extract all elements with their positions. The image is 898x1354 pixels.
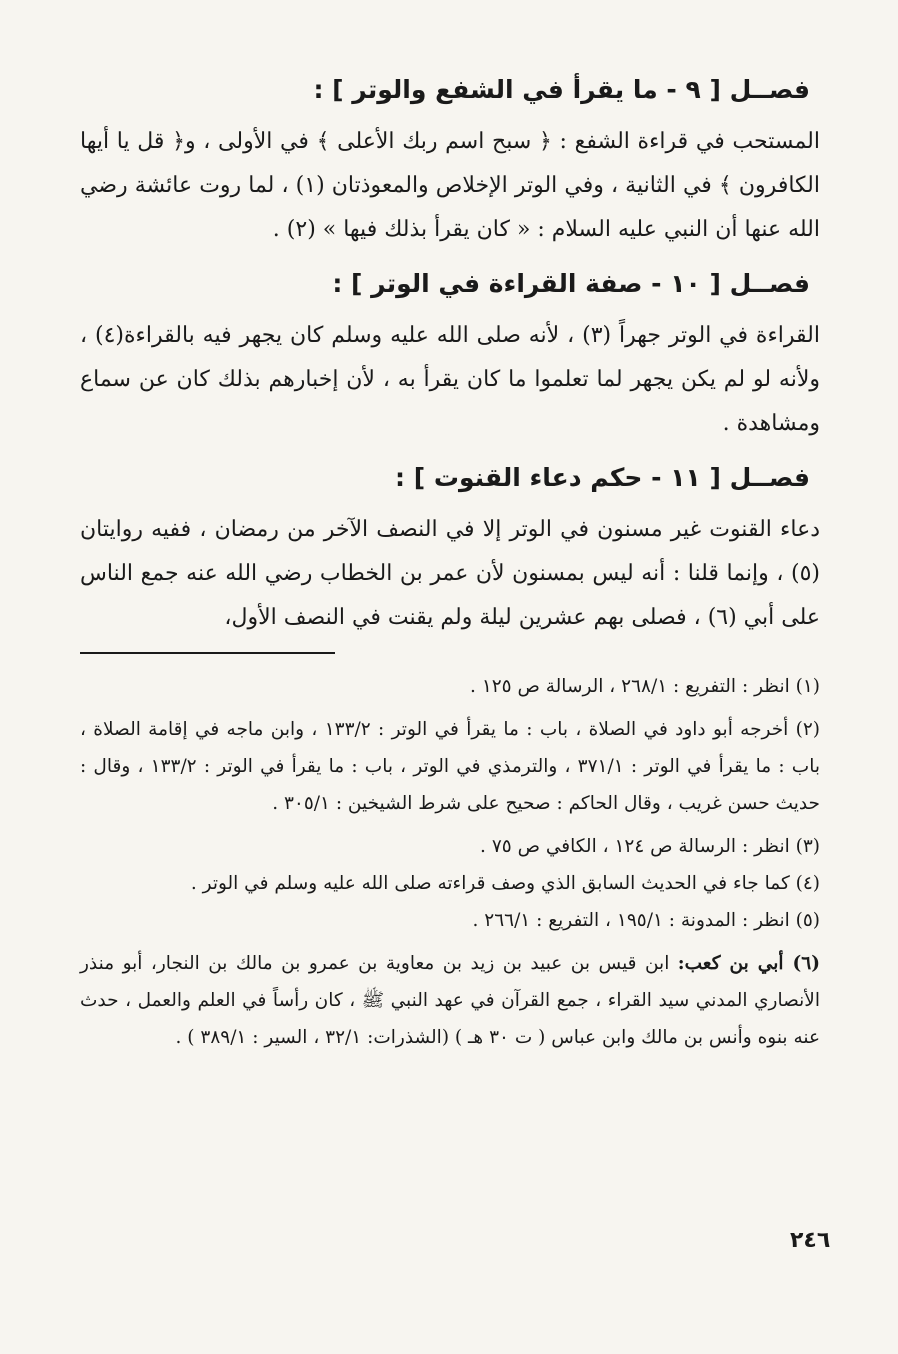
footnote-6 [80, 945, 820, 1056]
section-9 [80, 70, 820, 252]
footnote-divider [80, 652, 335, 654]
section-body: دعاء القنوت غير مسنون في الوتر إلا في النصف الآخر من رمضان ، ففيه روايتان (٥) ، وإنما قلنا : أنه ليس بمسنون لأن عمر بن الخطاب رضي الله عنه جمع الناس على أبي (٦) ، فصلى بهم عشرين ليلة ولم يقنت في النصف الأول، [80, 517, 820, 630]
section-11 [80, 458, 820, 640]
section-heading: فصــل [ ١٠ - صفة القراءة في الوتر ] : [332, 269, 810, 298]
footnotes [80, 668, 820, 1056]
footnote-3: (٣) انظر : الرسالة ص ١٢٤ ، الكافي ص ٧٥ . [480, 836, 820, 857]
section-10 [80, 264, 820, 446]
footnote-6-label: (٦) أبي بن كعب: [677, 953, 820, 974]
section-body: المستحب في قراءة الشفع : ﴿ سبح اسم ربك الأعلى ﴾ في الأولى ، و﴿ قل يا أيها الكافرون ﴾ في الثانية ، وفي الوتر الإخلاص والمعوذتان (١) ، لما روت عائشة رضي الله عنها أن النبي عليه السلام : « كان يقرأ بذلك فيها » (٢) . [80, 129, 821, 242]
section-heading: فصــل [ ١١ - حكم دعاء القنوت ] : [395, 463, 810, 492]
footnote-2: (٢) أخرجه أبو داود في الصلاة ، باب : ما يقرأ في الوتر : ١٣٣/٢ ، وابن ماجه في إقامة الصلاة ، باب : ما يقرأ في الوتر : ٣٧١/١ ، والترمذي في الوتر ، باب : ما يقرأ في الوتر : ١٣٣/٢ ، وقال : حديث حسن غريب ، وقال الحاكم : صحيح على شرط الشيخين : ٣٠٥/١ . [80, 719, 821, 814]
page-number: ٢٤٦ [790, 1228, 831, 1253]
section-heading: فصــل [ ٩ - ما يقرأ في الشفع والوتر ] : [313, 75, 810, 104]
section-body: القراءة في الوتر جهراً (٣) ، لأنه صلى الله عليه وسلم كان يجهر فيه بالقراءة(٤) ، ولأنه لو لم يكن يجهر لما تعلموا ما كان يقرأ به ، لأن إخبارهم بذلك كان عن سماع ومشاهدة . [80, 323, 820, 436]
footnote-6-text: ابن قيس بن عبيد بن زيد بن معاوية بن عمرو بن مالك بن النجار، أبو منذر الأنصاري المدني سيد القراء ، جمع القرآن في عهد النبي ﷺ ، كان رأساً في العلم والعمل ، حدث عنه بنوه وأنس بن مالك وابن عباس ( ت ٣٠ هـ ) (الشذرات: ٣٢/١ ، السير : ٣٨٩/١ ) . [80, 953, 820, 1048]
footnote-1: (١) انظر : التفريع : ٢٦٨/١ ، الرسالة ص ١٢٥ . [470, 676, 820, 697]
footnote-4: (٤) كما جاء في الحديث السابق الذي وصف قراءته صلى الله عليه وسلم في الوتر . [190, 873, 820, 894]
footnote-5: (٥) انظر : المدونة : ١٩٥/١ ، التفريع : ٢٦٦/١ . [472, 910, 820, 931]
